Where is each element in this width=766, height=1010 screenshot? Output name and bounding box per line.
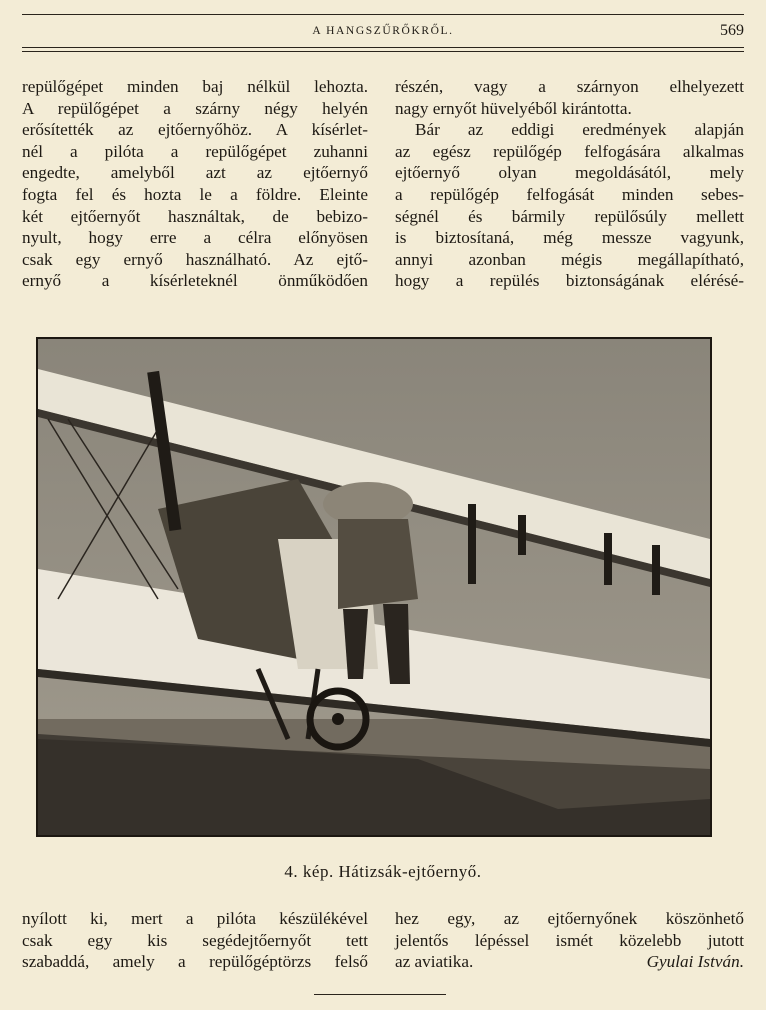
text-line: szabaddá, amely a repülőgéptörzs felső [22, 952, 368, 972]
text-line: repülőgépet minden baj nélkül lehozta. [22, 77, 368, 96]
author-signature: Gyulai István. [646, 952, 744, 972]
biplane-parachute-photo [38, 339, 710, 835]
page-end-rule [314, 994, 446, 995]
header-bottom-rule-2 [22, 51, 744, 52]
text-line: csak egy kis segédejtőernyőt tett [22, 930, 368, 950]
text-line: ejtőernyő olyan megoldásától, mely [395, 163, 744, 183]
figure-caption: 4. kép. Hátizsák-ejtőernyő. [284, 862, 482, 881]
text-line: engedte, amelyből azt az ejtőernyő [22, 163, 368, 183]
header-top-rule [22, 14, 744, 15]
text-line: nyult, hogy erre a célra előnyösen [22, 228, 368, 248]
lower-left-column [22, 908, 368, 973]
upper-right-column [395, 76, 744, 292]
text-line: ernyő a kísérleteknél önműködően [22, 271, 368, 291]
text-line: hez egy, az ejtőernyőnek köszönhető [395, 909, 744, 928]
text-line: A repülőgépet a szárny négy helyén [22, 98, 368, 118]
text-line: annyi azonban mégis megállapítható, [395, 249, 744, 269]
text-line: az egész repülőgép felfogására alkalmas [395, 141, 744, 161]
upper-left-column [22, 76, 368, 292]
text-line: az aviatika. [395, 952, 474, 972]
text-line: erősítették az ejtőernyőhöz. A kísérlet- [22, 120, 368, 140]
text-line: is biztosítaná, még messze vagyunk, [395, 228, 744, 248]
text-line: nyílott ki, mert a pilóta készülékével [22, 909, 368, 928]
text-line: Bár az eddigi eredmények alapján [415, 120, 744, 140]
text-line-with-signature [395, 951, 744, 973]
text-line: hogy a repülés biztonságának elérésé- [395, 271, 744, 291]
figure-photograph [36, 337, 712, 837]
text-line: jelentős lépéssel ismét közelebb jutott [395, 930, 744, 950]
text-line: a repülőgép felfogását minden sebes- [395, 184, 744, 204]
text-line: nél a pilóta a repülőgépet zuhanni [22, 141, 368, 161]
text-line: részén, vagy a szárnyon elhelyezett [395, 77, 744, 96]
text-line: nagy ernyőt hüvelyéből kirántotta. [395, 98, 632, 118]
text-line: fogta fel és hozta le a földre. Eleinte [22, 184, 368, 204]
text-line: két ejtőernyőt használtak, de bebizo- [22, 206, 368, 226]
text-line: csak egy ernyő használható. Az ejtő- [22, 249, 368, 269]
lower-right-column [395, 908, 744, 973]
page-number: 569 [720, 22, 744, 39]
running-header [22, 22, 744, 44]
header-bottom-rule [22, 47, 744, 48]
running-title: A HANGSZŰRŐKRŐL. [312, 25, 454, 37]
text-line: ségnél és bármily repülősúly mellett [395, 206, 744, 226]
